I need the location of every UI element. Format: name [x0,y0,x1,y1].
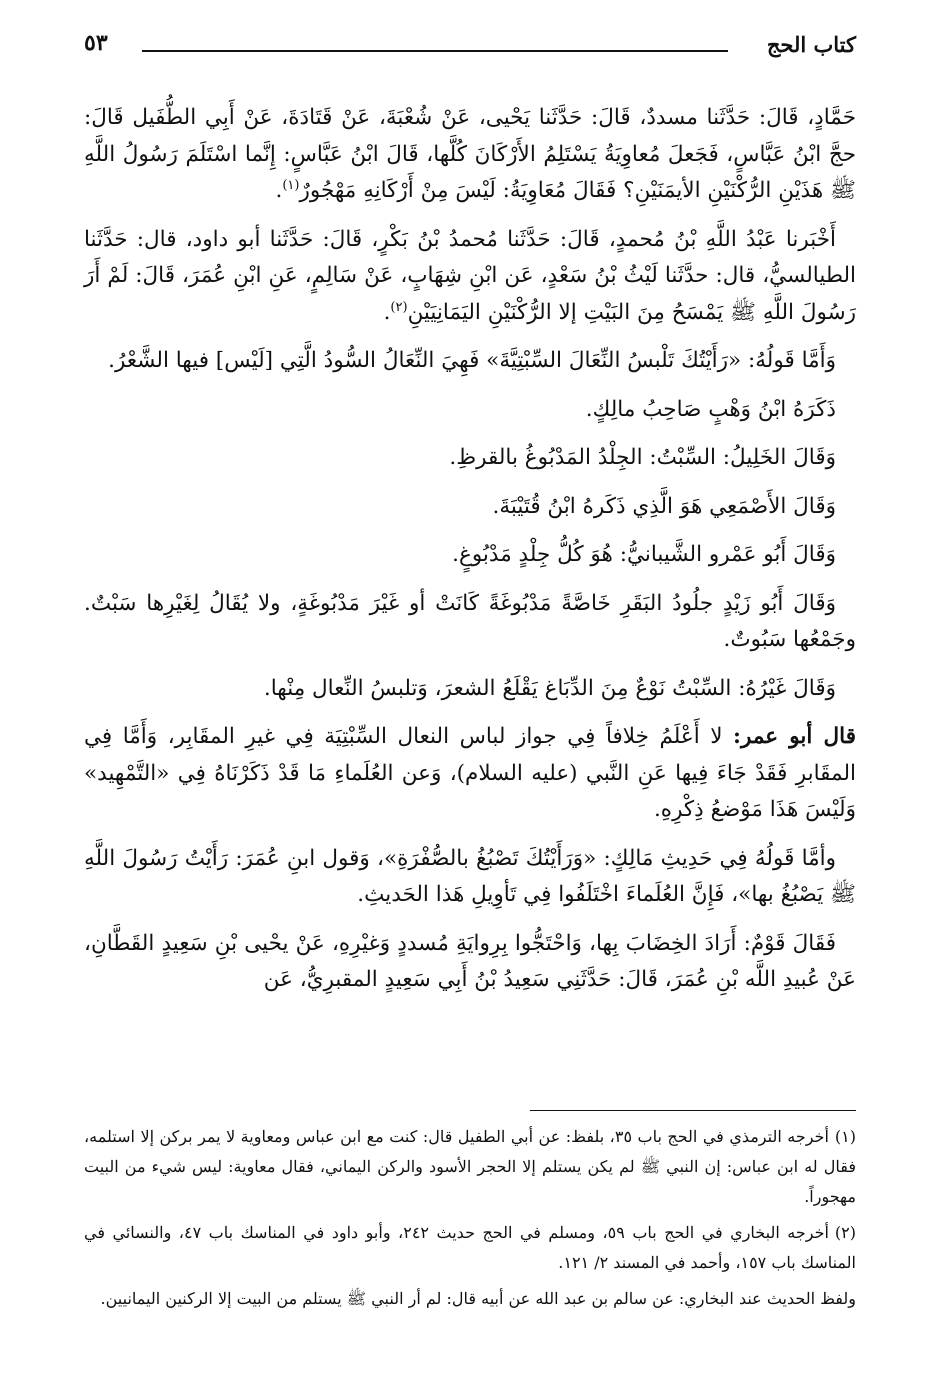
paragraph-shaybani: وَقَالَ أَبُو عَمْرو الشَّيبانيُّ: هُوَ كُلُّ جِلْدٍ مَدْبُوغٍ. [452,542,836,567]
footnotes [84,1122,856,1320]
footnote-2-continued [84,1284,856,1314]
paragraph-sandals: وَأَمَّا قَولُهُ: «رَأَيْتُكَ تَلْبسُ النِّعَالَ السِّبْتِيَّةَ» فَهِيَ النِّعَالُ السُّودُ الَّتِي [لَيْس] فيها الشَّعْرُ. [108,348,836,373]
paragraph-abu-zayd: وَقَالَ أَبُو زَيْدٍ جلُودُ البَقَرِ خَاصَّةً مَدْبُوغَةً كَانَتْ أو غَيْرَ مَدْبُوغَةٍ، ولا يُقَالُ لِغَيْرِها سَبْتٌ. وجَمْعُها سَبُوتٌ. [84,590,856,652]
paragraph-hadith-1: حَمَّادٍ، قَالَ: حَدَّثَنا مسددٌ، قَالَ: حَدَّثَنا يَحْيى، عَنْ شُعْبَةَ، عَنْ قَتَادَةَ، عَنْ أَبِي الطُّفَيل قَالَ: حجَّ ابْنُ عَبَّاسٍ، فَجَعلَ مُعاوِيَةُ يَسْتَلِمُ الأَرْكَانَ كُلَّها، قَالَ ابْنُ عَبَّاسٍ: إِنَّما اسْتَلَمَ رَسُولُ اللَّهِ ﷺ هَذَيْنِ الرُّكْنَيْنِ الأيمَنَيْنِ؟ فَقَالَ مُعَاوِيَةُ: لَيْسَ مِنْ أَرْكَانِهِ مَهْجُورٌ$^{(١)}$. [84,105,856,203]
paragraph-abu-umar [84,719,856,829]
footnote-separator [530,1110,856,1111]
page-header [84,28,856,68]
footnote-1 [84,1122,856,1212]
main-text [84,100,856,999]
footnote-ref: (١) [282,177,300,193]
footnote-text: ولفظ الحديث عند البخاري: عن سالم بن عبد الله عن أبيه قال: لم أر النبي ﷺ يستلم من البيت إلا الركنين اليمانيين. [100,1289,856,1308]
running-title: كتاب الحج [766,32,856,57]
footnote-text: أخرجه الترمذي في الحج باب ٣٥، بلفظ: عن أبي الطفيل قال: كنت مع ابن عباس ومعاوية لا يمر بركن إلا استلمه، فقال له ابن عباس: إن النبي ﷺ لم يكن يستلم إلا الحجر الأسود والركن اليماني، فقال معاوية: ليس شيء من البيت مهجوراً. [84,1127,856,1206]
paragraph-khidab: فَقَالَ قَوْمٌ: أَرَادَ الخِضَابَ بِها، وَاحْتَجُّوا بِرِوايَةِ مُسددٍ وَغيْرِهِ، عَنْ يحْيى بْنِ سَعِيدٍ القَطَّانِ، عَنْ عُبيدِ اللَّه بْنِ عُمَرَ، قَالَ: حَدَّثَنِي سَعِيدُ بْنُ أَبِي سَعِيدٍ المقبرِيُّ، عَن [84,930,856,992]
footnote-text: أخرجه البخاري في الحج باب ٥٩، ومسلم في الحج حديث ٢٤٢، وأبو داود في المناسك باب ٤٧، والنسائي في المناسك باب ١٥٧، وأحمد في المسند ٢/ ١٢١. [84,1223,856,1272]
page-number: ٥٣ [84,30,108,56]
paragraph-hadith-2: أَخْبَرنا عَبْدُ اللَّهِ بْنُ مُحمدٍ، قَالَ: حَدَّثَنا مُحمدُ بْنُ بَكْرٍ، قَالَ: حَدَّثَنا أبو داود، قال: حَدَّثَنا الطيالسيُّ، قال: حدَّثَنا لَيْثُ بْنُ سَعْدٍ، عَن ابْنِ شِهَابٍ، عَنْ سَالِمٍ، عَنِ ابْنِ عُمَرَ، قَالَ: لَمْ أَرَ رَسُولَ اللَّهِ ﷺ يَمْسَحُ مِنَ البَيْتِ إلا الرُّكْنَيْنِ اليَمَانِيَيْنِ$^{(٢)}$. [84,226,856,325]
header-rule [142,50,728,52]
paragraph-asmai: وَقَالَ الأَصْمَعِي هَوَ الَّذِي ذَكَرهُ ابْنُ قُتَيْبَةَ. [492,493,836,519]
footnote-number: (١) [834,1127,856,1146]
paragraph-khalil: وَقَالَ الخَلِيلُ: السِّبْتُ: الجِلْدُ المَدْبُوغُ بالقرظِ. [449,445,836,470]
paragraph-dyeing: وأمَّا قَولُهُ فِي حَدِيثِ مَالِكٍ: «وَرَأَيْتُكَ تَصْبُغُ بالصُّفْرَةِ»، وَقول ابنِ عُمَرَ: رَأَيْتُ رَسُولَ اللَّهِ ﷺ يَصْبُغُ بها»، فَإِنَّ العُلَماءَ اخْتَلَفُوا فِي تَأوِيلِ هَذا الحَديثِ. [84,845,856,907]
footnote-number: (٢) [834,1223,857,1242]
paragraph-ibn-wahb: ذَكَرَهُ ابْنُ وَهْبٍ صَاحِبُ مالِكٍ. [585,396,836,422]
paragraph-text: حَمَّادٍ، قَالَ: حَدَّثَنا مسددٌ، قَالَ: حَدَّثَنا يَحْيى، عَنْ شُعْبَةَ، عَنْ قَتَادَةَ، عَنْ أَبِي الطُّفَيل قَالَ: حجَّ ابْنُ عَبَّاسٍ، فَجَعلَ مُعاوِيَةُ يَسْتَلِمُ الأَرْكَانَ كُلَّها، قَالَ ابْنُ عَبَّاسٍ: إِنَّما اسْتَلَمَ رَسُولُ اللَّهِ ﷺ هَذَيْنِ الرُّكْنَيْنِ الأيمَنَيْنِ؟ فَقَالَ مُعَاوِيَةُ: لَيْسَ مِنْ أَرْكَانِهِ مَهْجُورٌ [84,105,856,203]
footnote-ref: (٢) [390,299,408,315]
speaker-label: قال أبو عمر: [733,724,856,749]
paragraph-text: لا أَعْلَمُ خِلافاً فِي جواز لباس النعال السِّبْتِيَة فِي غيرِ المقَابِر، وَأَمَّا فِي المقَابرِ فَقَدْ جَاءَ فِيها عَنِ النَّبي (عليه السلام)، وَعن العُلَماءِ مَا قَدْ ذَكَرْنَاهُ فِي «التَّمْهِيد» وَلَيْسَ هَذَا مَوْضعُ ذِكْرِهِ. [84,724,856,822]
paragraph-others: وَقَالَ غَيْرُهُ: السِّبْتُ نَوْعٌ مِنَ الدِّبَاغ يَقْلَعُ الشعرَ، وَتلبسُ النِّعال مِنْها. [263,675,836,701]
footnote-2 [84,1218,856,1278]
paragraph-text: أَخْبَرنا عَبْدُ اللَّهِ بْنُ مُحمدٍ، قَالَ: حَدَّثَنا مُحمدُ بْنُ بَكْرٍ، قَالَ: حَدَّثَنا أبو داود، قال: حَدَّثَنا الطيالسيُّ، قال: حدَّثَنا لَيْثُ بْنُ سَعْدٍ، عَن ابْنِ شِهَابٍ، عَنْ سَالِمٍ، عَنِ ابْنِ عُمَرَ، قَالَ: لَمْ أَرَ رَسُولَ اللَّهِ ﷺ يَمْسَحُ مِنَ البَيْتِ إلا الرُّكْنَيْنِ اليَمَانِيَيْنِ [84,226,856,325]
